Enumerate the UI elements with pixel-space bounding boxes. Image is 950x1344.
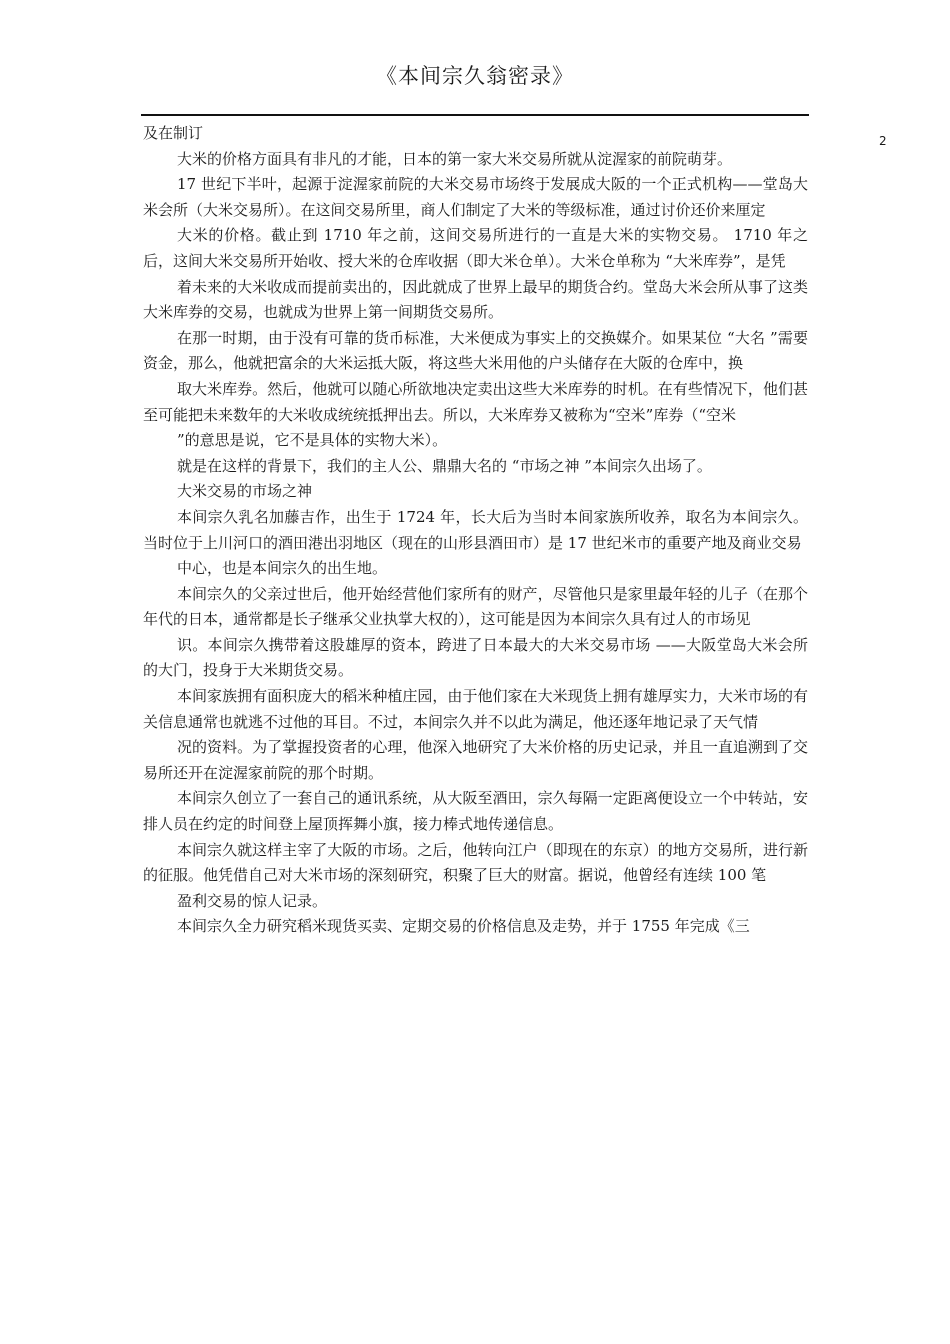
- paragraph: 本间宗久乳名加藤吉作，出生于 1724 年，长大后为当时本间家族所收养，取名为本间宗久。当时位于上川河口的酒田港出羽地区（现在的山形县酒田市）是 17 世纪米市的重要产地及商业交易: [143, 507, 808, 552]
- paragraph: 大米的价格。截止到 1710 年之前，这间交易所进行的一直是大米的实物交易。 1710 年之后，这间大米交易所开始收、授大米的仓库收据（即大米仓单）。大米仓单称为 “大米库券”，是凭: [143, 226, 808, 270]
- page-number: 2: [879, 134, 887, 148]
- header-rule: [141, 114, 809, 116]
- paragraph: 大米的价格方面具有非凡的才能，日本的第一家大米交易所就从淀渥家的前院萌芽。: [177, 149, 733, 168]
- body-text: [143, 121, 808, 940]
- paragraph: ”的意思是说，它不是具体的实物大米）。: [177, 431, 448, 450]
- paragraph: 本间宗久就这样主宰了大阪的市场。之后，他转向江户（即现在的东京）的地方交易所，进行新的征服。他凭借自己对大米市场的深刻研究，积聚了巨大的财富。据说，他曾经有连续 100 笔: [143, 840, 808, 885]
- paragraph: 本间家族拥有面积庞大的稻米种植庄园，由于他们家在大米现货上拥有雄厚实力，大米市场的有关信息通常也就逃不过他的耳目。不过，本间宗久并不以此为满足，他还逐年地记录了天气情: [143, 687, 808, 731]
- paragraph: 及在制订: [143, 124, 204, 142]
- paragraph: 本间宗久创立了一套自己的通讯系统，从大阪至酒田，宗久每隔一定距离便设立一个中转站，安排人员在约定的时间登上屋顶挥舞小旗，接力棒式地传递信息。: [143, 789, 808, 834]
- paragraph: 况的资料。为了掌握投资者的心理，他深入地研究了大米价格的历史记录，并且一直追溯到了交易所还开在淀渥家前院的那个时期。: [143, 738, 808, 782]
- paragraph: 本间宗久全力研究稻米现货买卖、定期交易的价格信息及走势，并于 1755 年完成《三: [177, 917, 750, 936]
- page-title: 《本间宗久翁密录》: [376, 64, 574, 88]
- paragraph: 取大米库券。然后，他就可以随心所欲地决定卖出这些大米库券的时机。在有些情况下，他们甚至可能把未来数年的大米收成统统抵押出去。所以，大米库券又被称为“空米”库券（“空米: [143, 379, 808, 424]
- paragraph: 大米交易的市场之神: [177, 482, 313, 501]
- paragraph: 中心，也是本间宗久的出生地。: [177, 559, 388, 578]
- paragraph: 在那一时期，由于没有可靠的货币标准，大米便成为事实上的交换媒介。如果某位 “大名 ”需要资金，那么，他就把富余的大米运抵大阪，将这些大米用他的户头储存在大阪的仓库中，换: [143, 328, 808, 373]
- paragraph: 本间宗久的父亲过世后，他开始经营他们家所有的财产，尽管他只是家里最年轻的儿子（在那个年代的日本，通常都是长子继承父业执掌大权的），这可能是因为本间宗久具有过人的市场见: [143, 584, 808, 629]
- paragraph: 盈利交易的惊人记录。: [177, 891, 328, 910]
- paragraph: 17 世纪下半叶，起源于淀渥家前院的大米交易市场终于发展成大阪的一个正式机构——堂岛大米会所（大米交易所）。在这间交易所里，商人们制定了大米的等级标准，通过讨价还价来厘定: [143, 175, 808, 219]
- paragraph: 着未来的大米收成而提前卖出的，因此就成了世界上最早的期货合约。堂岛大米会所从事了这类大米库券的交易，也就成为世界上第一间期货交易所。: [143, 277, 808, 322]
- paragraph: 识。本间宗久携带着这股雄厚的资本，跨进了日本最大的大米交易市场 ——大阪堂岛大米会所的大门，投身于大米期货交易。: [143, 635, 808, 680]
- paragraph: 就是在这样的背景下，我们的主人公、鼎鼎大名的 “市场之神 ”本间宗久出场了。: [177, 456, 712, 475]
